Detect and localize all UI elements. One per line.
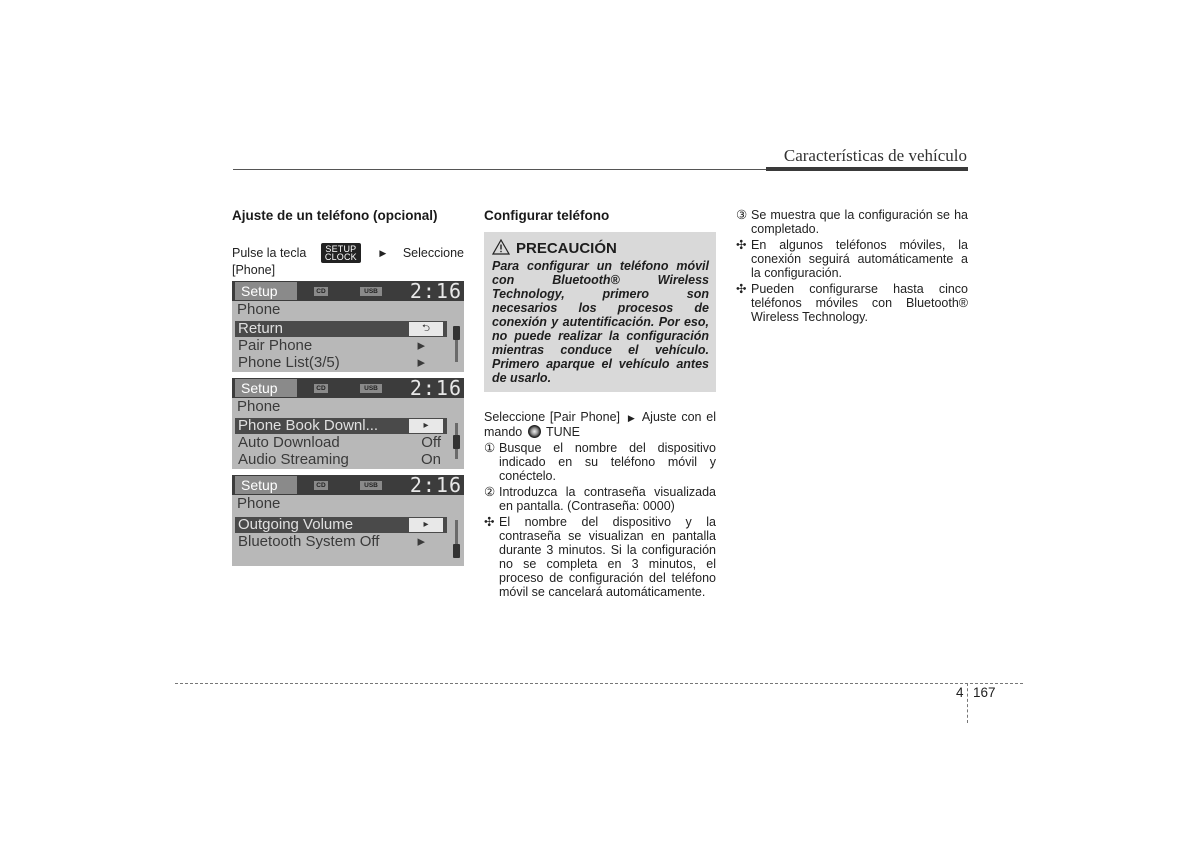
lcd-subtitle: Phone bbox=[237, 398, 281, 415]
menu-item-bluetooth-system-off[interactable]: Bluetooth System Off ▸ bbox=[238, 533, 425, 550]
menu-item-auto-download[interactable]: Auto Download Off bbox=[238, 434, 441, 451]
usb-badge: USB bbox=[360, 384, 382, 393]
lcd-status-bar bbox=[232, 475, 464, 495]
lcd-screen-1 bbox=[232, 281, 464, 372]
lcd-title: Setup bbox=[235, 476, 297, 494]
lcd-scrollbar bbox=[453, 516, 460, 562]
note-max-phones: ✣ Pueden configurarse hasta cinco teléfonos móviles con Bluetooth® Wireless Technology. bbox=[736, 282, 968, 324]
right-column-notes bbox=[736, 208, 968, 324]
lcd-clock: 2:16 bbox=[409, 473, 462, 497]
return-icon: ⮌ bbox=[409, 322, 443, 336]
step-1: ① Busque el nombre del dispositivo indicado en su teléfono móvil y conéctelo. bbox=[484, 441, 716, 483]
warning-triangle-icon bbox=[492, 239, 510, 255]
section-heading-configure-phone: Configurar teléfono bbox=[484, 208, 610, 223]
chevron-right-icon: ▸ bbox=[417, 337, 425, 354]
lcd-title: Setup bbox=[235, 379, 297, 397]
menu-item-return[interactable]: Return ⮌ bbox=[235, 321, 447, 337]
page-number: 167 bbox=[973, 685, 996, 700]
lcd-screen-3 bbox=[232, 475, 464, 566]
lcd-screen-2 bbox=[232, 378, 464, 469]
lcd-scrollbar bbox=[453, 419, 460, 465]
intro-select-target: [Phone] bbox=[232, 263, 276, 277]
arrow-right-icon: ▶ bbox=[379, 248, 387, 258]
adjust-knob-text: Ajuste con el mando bbox=[484, 410, 716, 439]
caution-title: PRECAUCIÓN bbox=[516, 240, 617, 257]
audio-streaming-value: On bbox=[420, 451, 441, 468]
chevron-right-icon: ▸ bbox=[409, 518, 443, 532]
step-3: ③ Se muestra que la configuración se ha completado. bbox=[736, 208, 968, 236]
auto-download-value: Off bbox=[421, 434, 441, 451]
menu-item-phone-list[interactable]: Phone List(3/5) ▸ bbox=[238, 354, 425, 371]
lcd-title: Setup bbox=[235, 282, 297, 300]
menu-item-audio-streaming[interactable]: Audio Streaming On bbox=[238, 451, 441, 468]
header-rule-accent bbox=[766, 167, 968, 171]
menu-item-pair-phone[interactable]: Pair Phone ▸ bbox=[238, 337, 425, 354]
step-2: ② Introduzca la contraseña visualizada en pantalla. (Contraseña: 0000) bbox=[484, 485, 716, 513]
tune-label: TUNE bbox=[545, 425, 580, 439]
lcd-clock: 2:16 bbox=[409, 376, 462, 400]
chevron-right-icon: ▸ bbox=[417, 533, 425, 550]
usb-badge: USB bbox=[360, 481, 382, 490]
note-timeout: ✣ El nombre del dispositivo y la contraseña se visualizan en pantalla durante 3 minutos. Si la configuración no se completa en 3 minutos, el proceso de configuración del teléfono móvil se cancelará automáticamente. bbox=[484, 515, 716, 599]
lcd-status-bar bbox=[232, 281, 464, 301]
menu-item-outgoing-volume[interactable]: Outgoing Volume ▸ bbox=[235, 517, 447, 533]
usb-badge: USB bbox=[360, 287, 382, 296]
lcd-subtitle: Phone bbox=[237, 301, 281, 318]
section-heading-phone-setup: Ajuste de un teléfono (opcional) bbox=[232, 208, 438, 223]
intro-paragraph bbox=[232, 243, 464, 277]
lcd-scrollbar bbox=[453, 322, 460, 368]
pair-phone-instructions bbox=[484, 410, 716, 599]
cd-badge: CD bbox=[314, 481, 328, 490]
arrow-right-icon: ▶ bbox=[627, 413, 635, 423]
intro-select-text: Seleccione bbox=[402, 246, 464, 260]
chapter-number: 4 bbox=[956, 685, 964, 700]
menu-item-phone-book-download[interactable]: Phone Book Downl... ▸ bbox=[235, 418, 447, 434]
note-auto-connect: ✣ En algunos teléfonos móviles, la conexión seguirá automáticamente a la configuración. bbox=[736, 238, 968, 280]
cd-badge: CD bbox=[314, 384, 328, 393]
chevron-right-icon: ▸ bbox=[409, 419, 443, 433]
lcd-subtitle: Phone bbox=[237, 495, 281, 512]
cd-badge: CD bbox=[314, 287, 328, 296]
intro-text: Pulse la tecla bbox=[232, 246, 307, 260]
footer-rule bbox=[175, 683, 1023, 684]
caution-text: Para configurar un teléfono móvil con Bluetooth® Wireless Technology, primero son necesarios los procesos de conexión y autentificación. Por eso, no puede realizar la configuración mientras conduce el vehículo. Primero aparque el vehículo antes de usarlo. bbox=[492, 259, 709, 385]
lcd-status-bar bbox=[232, 378, 464, 398]
running-header: Características de vehículo bbox=[783, 146, 967, 165]
setup-clock-key-icon: SETUP CLOCK bbox=[321, 243, 361, 263]
select-pair-phone-text: Seleccione [Pair Phone] bbox=[484, 410, 621, 424]
caution-box bbox=[484, 232, 716, 392]
chevron-right-icon: ▸ bbox=[417, 354, 425, 371]
lcd-clock: 2:16 bbox=[409, 279, 462, 303]
tune-knob-icon bbox=[528, 425, 541, 438]
footer-divider bbox=[967, 683, 968, 723]
